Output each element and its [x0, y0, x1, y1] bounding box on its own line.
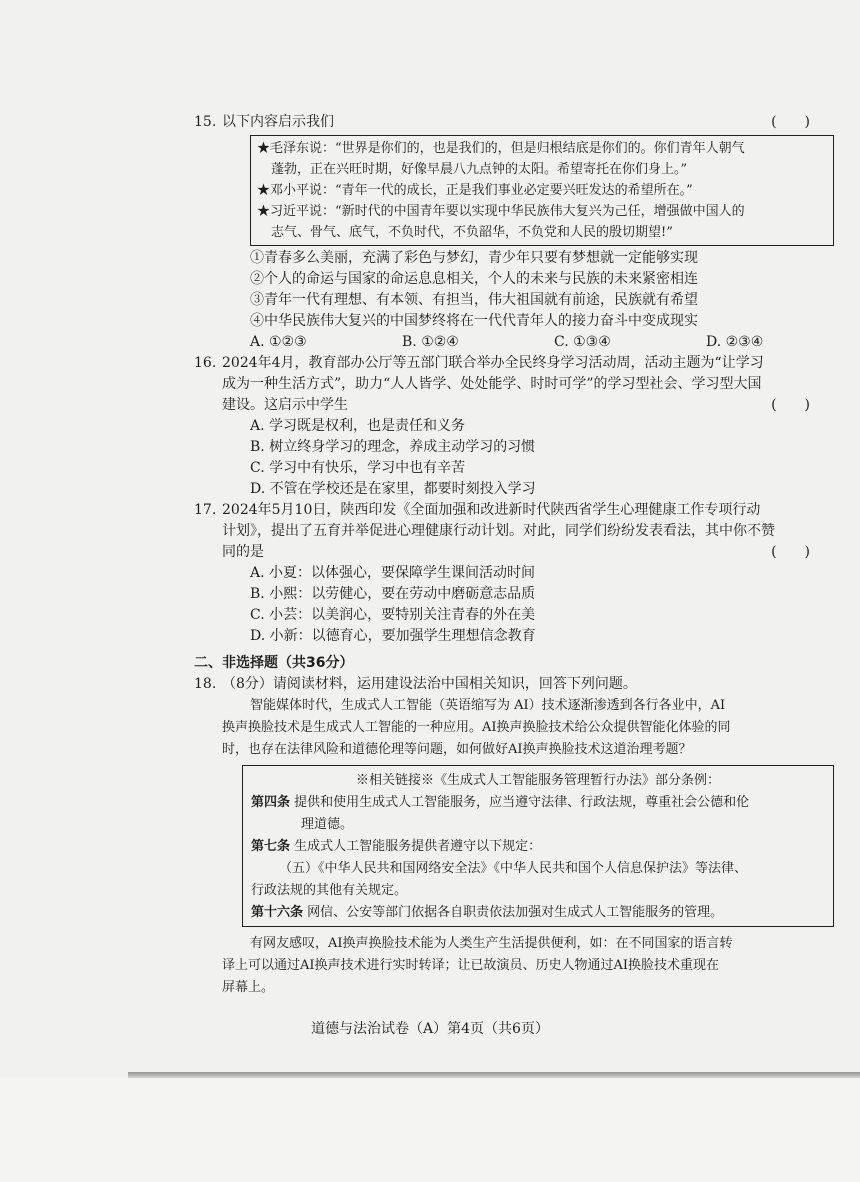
article-16: 第十六条 网信、公安等部门依据各自职责依法加强对生成式人工智能服务的管理。	[251, 905, 724, 920]
quote-deng: ★邓小平说：“青年一代的成长，正是我们事业必定要兴旺发达的希望所在。”	[257, 183, 693, 198]
q15-stem: 15. 以下内容启示我们 ( )	[222, 112, 834, 133]
q16-stem-line2: 成为一种生活方式”，助力“人人皆学、处处能学、时时可学”的学习型社会、学习型大国	[222, 376, 762, 392]
q17-stem-line3: 同的是 ( )	[222, 542, 834, 563]
q18-number: 18.	[194, 676, 217, 692]
article-7-item-cont: 行政法规的其他有关规定。	[251, 883, 408, 898]
option-b: B. 树立终身学习的理念，养成主动学习的习惯	[250, 439, 536, 455]
option-a: A. ①②③	[250, 334, 307, 350]
option-a: A. 学习既是权利，也是责任和义务	[250, 418, 466, 434]
option-b: B. 小熙：以劳健心，要在劳动中磨砺意志品质	[250, 586, 536, 602]
q18-stem: 18. （8分）请阅读材料，运用建设法治中国相关知识，回答下列问题。	[222, 674, 834, 695]
q16-number: 16.	[194, 355, 217, 371]
q16-stem-line3: 建设。这启示中学生 ( )	[222, 395, 834, 416]
q16-stem-line1: 16. 2024年4月，教育部办公厅等五部门联合举办全民终身学习活动周，活动主题为“让学习	[222, 353, 834, 374]
q17-stem-line2: 计划》，提出了五育并举促进心理健康行动计划。对此，同学们纷纷发表看法，其中你不赞	[222, 523, 775, 539]
related-link-box	[242, 765, 834, 927]
q15-number: 15.	[194, 114, 217, 130]
page-footer: 道德与法治试卷（A）第4页（共6页）	[311, 1021, 549, 1037]
option-c: C. 学习中有快乐，学习中也有辛苦	[250, 460, 466, 476]
q18-material-paragraph-2: 有网友感叹，AI换声换脸技术能为人类生产生活提供便利，如：在不同国家的语言转 译上可以通过AI换声技术进行实时转译；让已故演员、历史人物通过AI换脸技术重现在 屏幕上。	[222, 936, 733, 995]
statement-1: ①青春多么美丽，充满了彩色与梦幻，青少年只要有梦想就一定能够实现	[250, 250, 698, 266]
option-d: D. ②③④	[706, 334, 764, 350]
option-d: D. 小新：以德育心，要加强学生理想信念教育	[250, 628, 536, 644]
q18-material-paragraph-1: 智能媒体时代，生成式人工智能（英语缩写为 AI）技术逐渐渗透到各行各业中，AI 换声换脸技术是生成式人工智能的一种应用。AI换声换脸技术给公众提供智能化体验的同 时，也存在法律风险和道德伦理等问题，如何做好AI换声换脸技术这道治理考题？	[222, 698, 731, 757]
answer-paren: ( )	[771, 114, 810, 130]
q17-number: 17.	[194, 502, 217, 518]
page-content	[194, 112, 834, 999]
quote-mao: ★毛泽东说：“世界是你们的，也是我们的，但是归根结底是你们的。你们青年人朝气	[257, 141, 745, 156]
quote-xi-cont: 志气、骨气、底气，不负时代，不负韶华，不负党和人民的殷切期望!”	[271, 225, 673, 240]
article-4: 第四条 提供和使用生成式人工智能服务，应当遵守法律、行政法规，尊重社会公德和伦	[251, 795, 750, 810]
option-c: C. 小芸：以美润心，要特别关注青春的外在美	[250, 607, 536, 623]
statement-2: ②个人的命运与国家的命运息息相关，个人的未来与民族的未来紧密相连	[250, 271, 698, 287]
article-4-cont: 理道德。	[301, 817, 354, 832]
article-7: 第七条 生成式人工智能服务提供者遵守以下规定：	[251, 839, 542, 854]
statement-3: ③青年一代有理想、有本领、有担当，伟大祖国就有前途，民族就有希望	[250, 292, 698, 308]
option-a: A. 小夏：以体强心，要保障学生课间活动时间	[250, 565, 536, 581]
statement-4: ④中华民族伟大复兴的中国梦终将在一代代青年人的接力奋斗中变成现实	[250, 313, 698, 329]
q15-options	[222, 332, 834, 353]
scanner-background	[0, 1078, 860, 1182]
related-link-title: ※相关链接※《生成式人工智能服务管理暂行办法》部分条例：	[355, 773, 720, 788]
quote-xi: ★习近平说：“新时代的中国青年要以实现中华民族伟大复兴为己任，增强做中国人的	[257, 204, 745, 219]
section-title: 二、非选择题（共36分）	[194, 655, 354, 671]
q17-stem-line1: 17. 2024年5月10日，陕西印发《全面加强和改进新时代陕西省学生心理健康工作专项行动	[222, 500, 834, 521]
quote-mao-cont: 蓬勃，正在兴旺时期，好像早晨八九点钟的太阳。希望寄托在你们身上。”	[271, 162, 688, 177]
article-7-item: （五）《中华人民共和国网络安全法》《中华人民共和国个人信息保护法》等法律、	[279, 861, 748, 876]
answer-paren: ( )	[771, 544, 810, 560]
option-d: D. 不管在学校还是在家里，都要时刻投入学习	[250, 481, 536, 497]
option-b: B. ①②④	[402, 334, 459, 350]
q15-quote-box	[250, 135, 834, 246]
answer-paren: ( )	[771, 397, 810, 413]
option-c: C. ①③④	[554, 334, 611, 350]
